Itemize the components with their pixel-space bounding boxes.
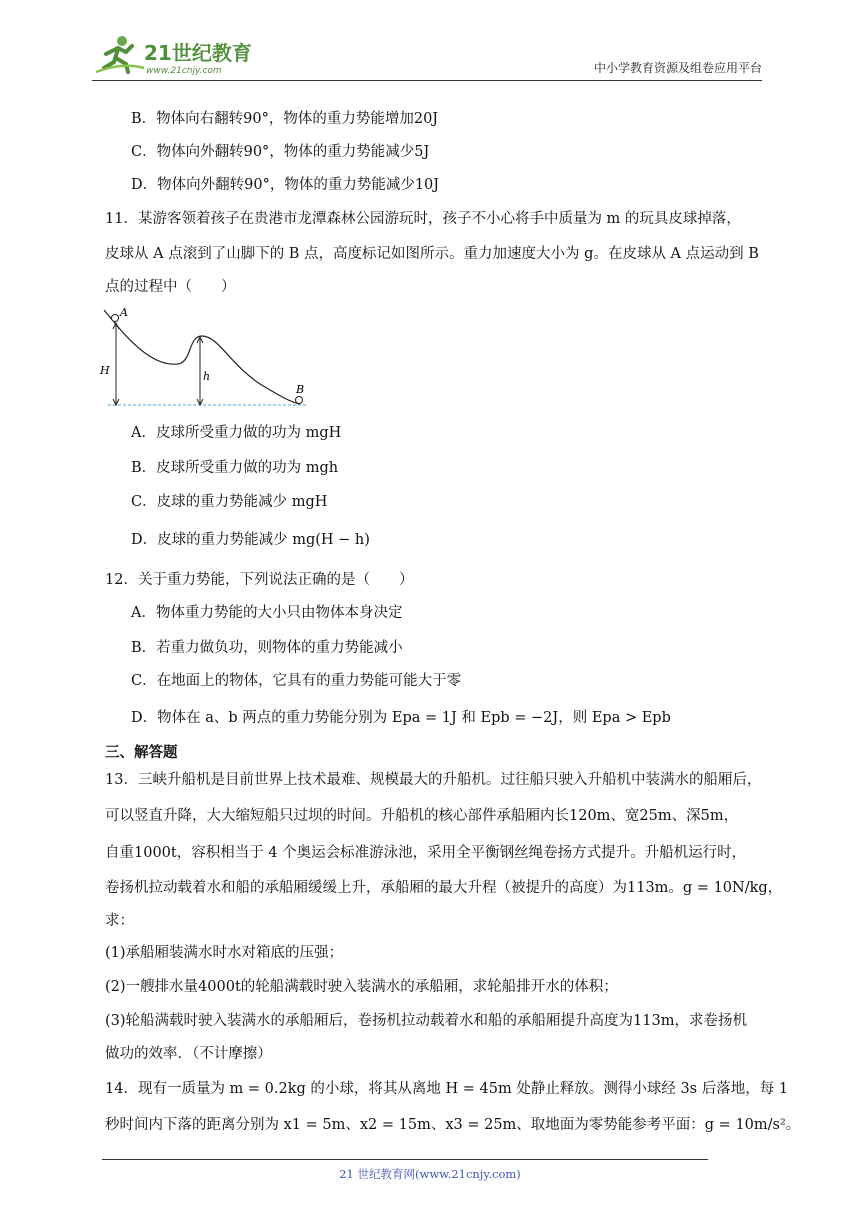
q12-option-d: D．物体在 a、b 两点的重力势能分别为 Epa = 1J 和 Epb = −2J，则 Epa > Epb: [131, 710, 671, 726]
footer-link[interactable]: 21 世纪教育网(www.21cnjy.com): [339, 1167, 521, 1181]
section-heading: 三、解答题: [105, 744, 178, 761]
q13-line3: 自重1000t，容积相当于 4 个奥运会标准游泳池，采用全平衡钢丝绳卷扬方式提升。升船机运行时，: [105, 845, 747, 861]
svg-text:21世纪教育: 21世纪教育: [144, 41, 252, 65]
site-logo: [92, 32, 262, 76]
point-a-label: A: [120, 306, 128, 319]
q13-line4: 卷扬机拉动载着水和船的承船厢缓缓上升，承船厢的最大升程（被提升的高度）为113m。g = 10N/kg，: [105, 880, 783, 896]
q11-option-c: C．皮球的重力势能减少 mgH: [131, 494, 328, 510]
q10-option-b: B．物体向右翻转90°，物体的重力势能增加20J: [131, 111, 439, 127]
q11-option-b: B．皮球所受重力做的功为 mgh: [131, 460, 339, 476]
q13-line1: 13．三峡升船机是目前世界上技术最难、规模最大的升船机。过往船只驶入升船机中装满水的船厢后，: [105, 772, 762, 788]
q11-stem-line2: 皮球从 A 点滚到了山脚下的 B 点，高度标记如图所示。重力加速度大小为 g。在皮球从 A 点运动到 B: [105, 246, 759, 262]
q12-option-a: A．物体重力势能的大小只由物体本身决定: [131, 605, 403, 621]
svg-text:www.21cnjy.com: www.21cnjy.com: [146, 66, 222, 76]
q14-line1: 14．现有一质量为 m = 0.2kg 的小球，将其从离地 H = 45m 处静止释放。测得小球经 3s 后落地，每 1: [105, 1081, 789, 1097]
q11-option-d: D．皮球的重力势能减少 mg(H − h): [131, 532, 370, 548]
height-H-label: H: [100, 364, 110, 377]
q13-part2: (2)一艘排水量4000t的轮船满载时驶入装满水的承船厢，求轮船排开水的体积；: [105, 979, 618, 995]
q10-option-c: C．物体向外翻转90°，物体的重力势能减少5J: [131, 144, 430, 160]
q14-line2: 秒时间内下落的距离分别为 x1 = 5m、x2 = 15m、x3 = 25m、取地面为零势能参考平面：g = 10m/s²。: [105, 1117, 801, 1133]
q13-line5: 求：: [105, 913, 134, 929]
q13-part3-line2: 做功的效率．（不计摩擦）: [105, 1046, 272, 1062]
q13-part1: (1)承船厢装满水时水对箱底的压强；: [105, 945, 344, 961]
q13-part3-line1: (3)轮船满载时驶入装满水的承船厢后，卷扬机拉动载着水和船的承船厢提升高度为113m，求卷扬机: [105, 1013, 747, 1029]
footer-divider: [102, 1159, 708, 1160]
q11-hill-figure: [100, 304, 315, 414]
height-h-label: h: [203, 370, 211, 383]
q11-stem-line1: 11．某游客领着孩子在贵港市龙潭森林公园游玩时，孩子不小心将手中质量为 m 的玩具皮球掉落，: [105, 211, 741, 227]
page-header: [92, 28, 762, 81]
q11-stem-line3: 点的过程中（ ）: [105, 279, 236, 295]
runner-icon: [96, 36, 144, 72]
q11-option-a: A．皮球所受重力做的功为 mgH: [131, 425, 342, 441]
point-b-label: B: [296, 383, 305, 396]
q12-stem: 12．关于重力势能，下列说法正确的是（ ）: [105, 572, 414, 588]
q12-option-b: B．若重力做负功，则物体的重力势能减小: [131, 640, 403, 656]
header-platform-text: 中小学教育资源及组卷应用平台: [593, 61, 762, 75]
q10-option-d: D．物体向外翻转90°，物体的重力势能减少10J: [131, 177, 440, 193]
q12-option-c: C．在地面上的物体，它具有的重力势能可能大于零: [131, 673, 462, 689]
q13-line2: 可以竖直升降，大大缩短船只过坝的时间。升船机的核心部件承船厢内长120m、宽25m、深5m，: [105, 808, 739, 824]
